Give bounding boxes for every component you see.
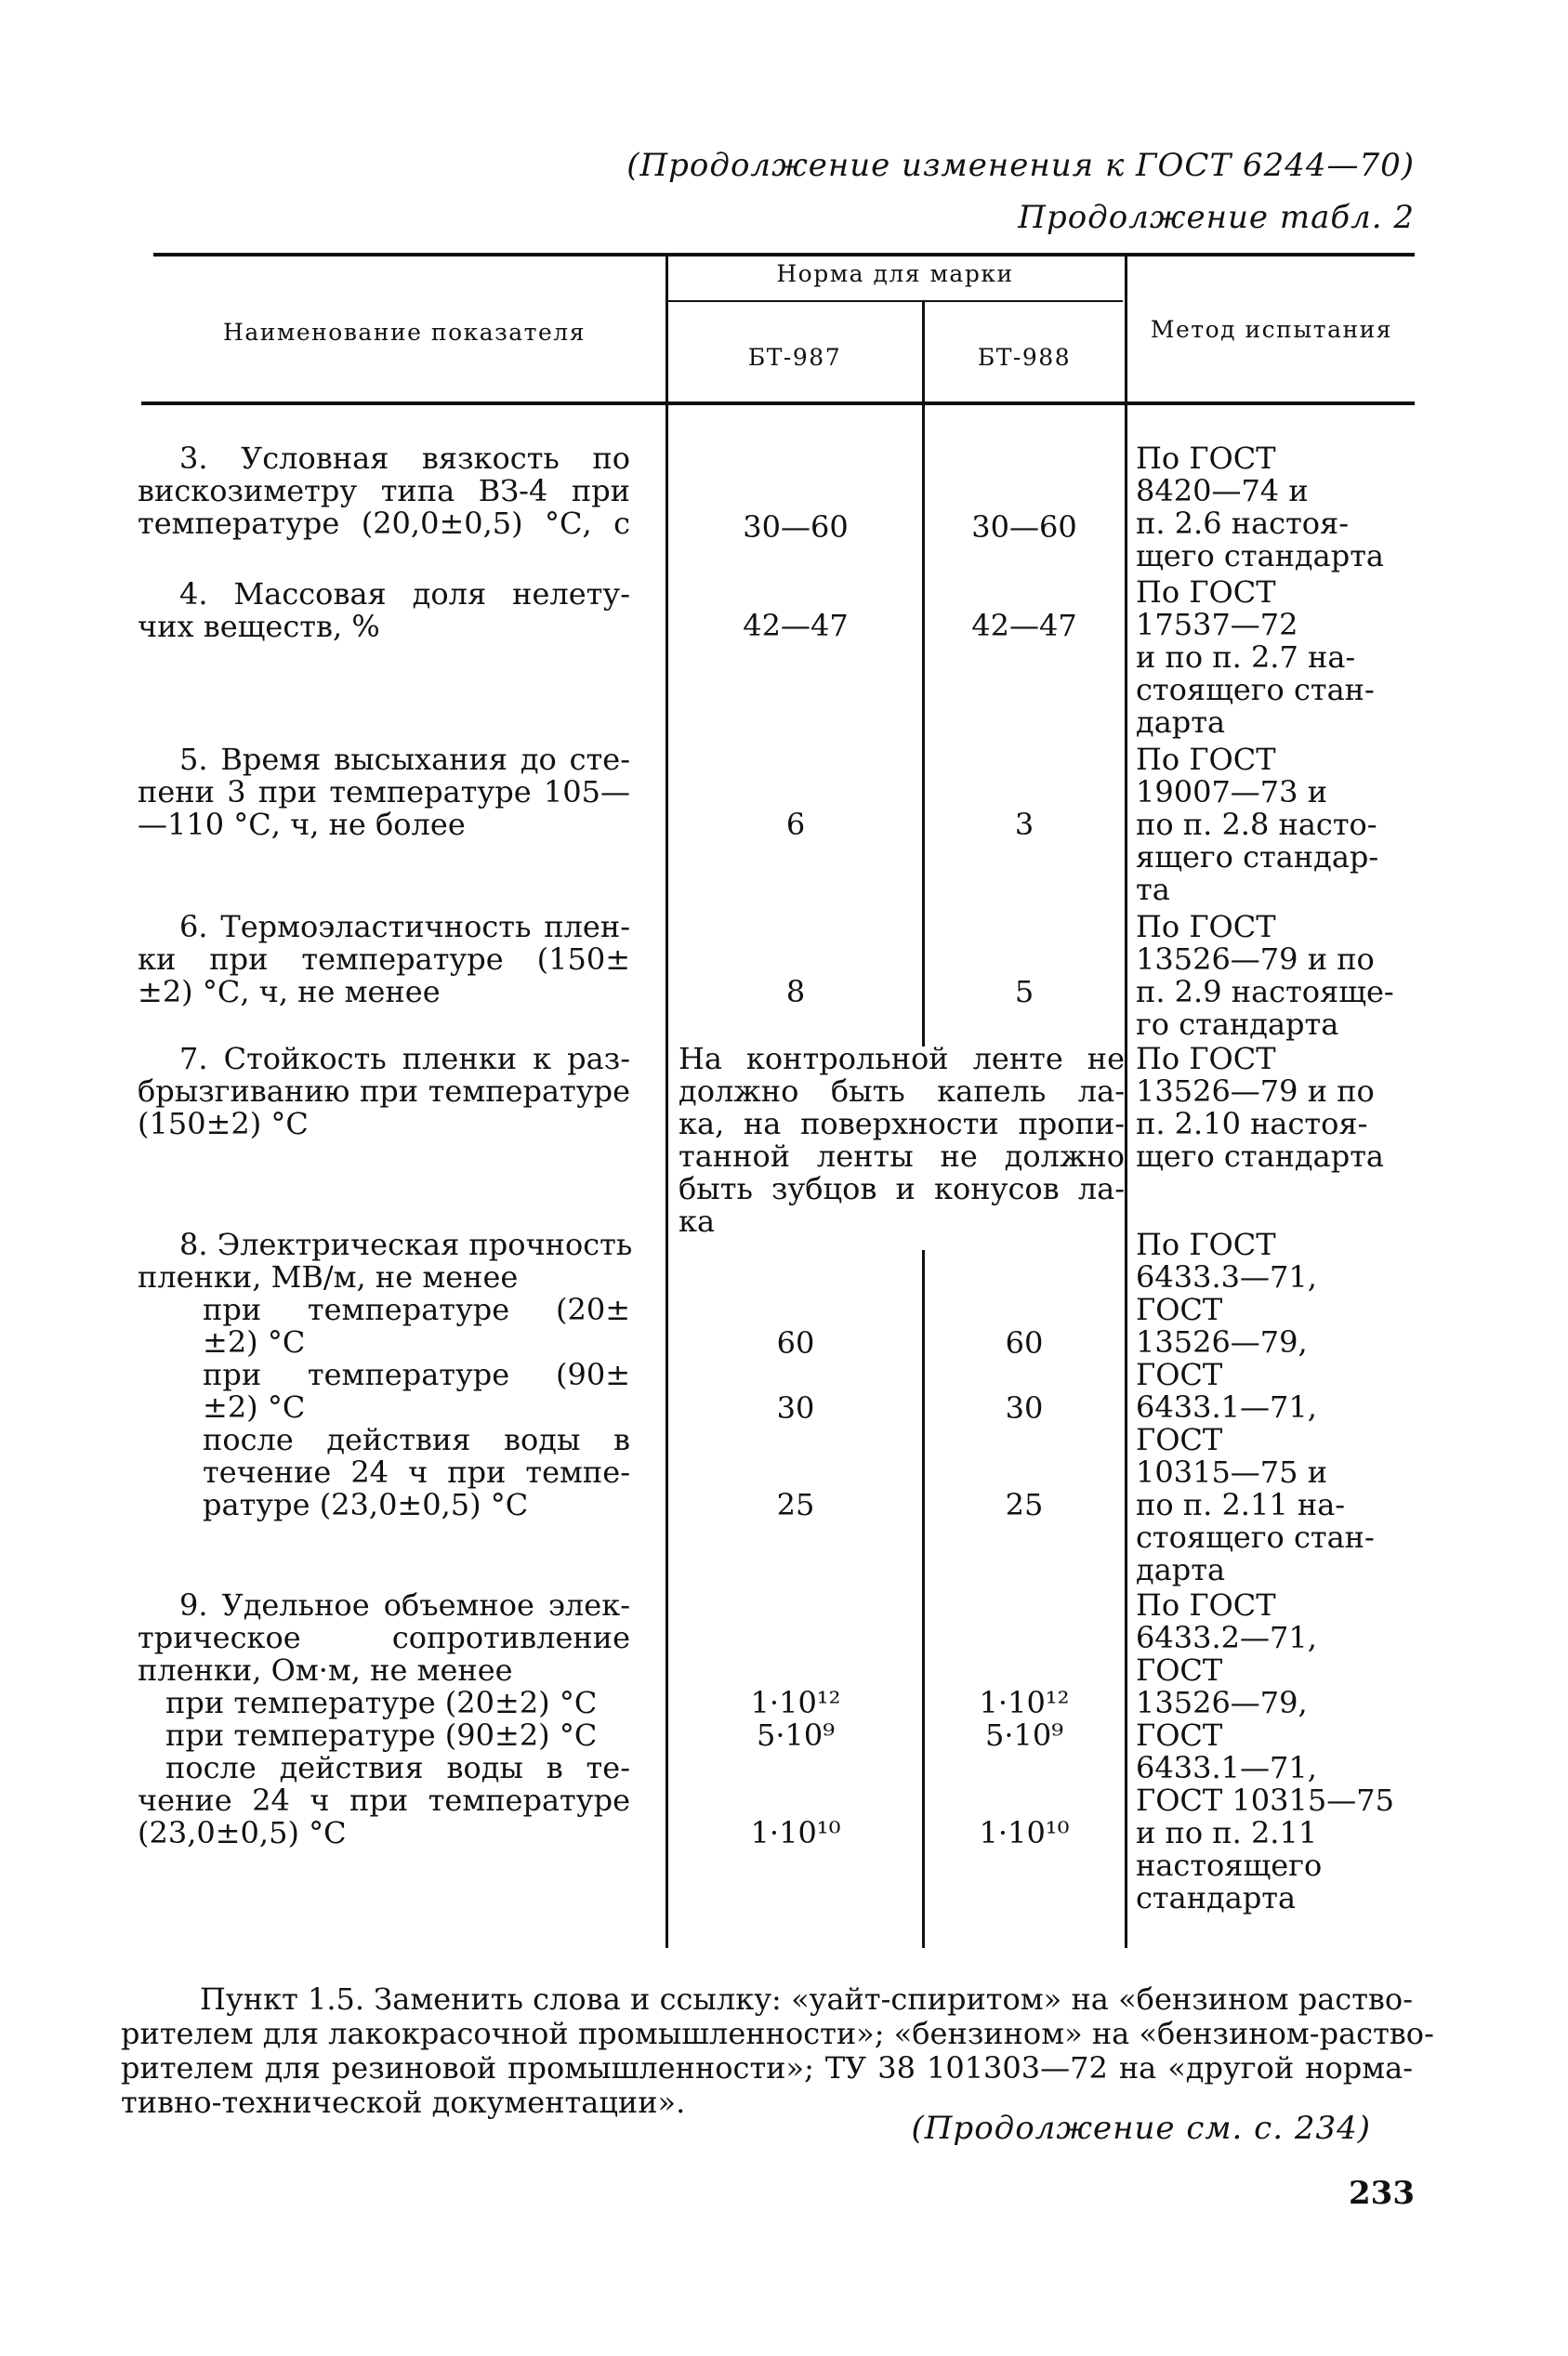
row-7-merged-line: ка xyxy=(679,1204,716,1239)
table-top-rule xyxy=(153,253,1415,257)
paragraph-line: Пункт 1.5. Заменить слова и ссылку: «уайт-спиритом» на «бензином раство- xyxy=(200,1981,1413,2017)
row-8-method-line: по п. 2.11 на- xyxy=(1136,1487,1346,1522)
row-8-method-line: ГОСТ xyxy=(1136,1292,1223,1327)
row-5-name-line: пени 3 при температуре 105— xyxy=(138,774,630,809)
row-5-name-line: —110 °С, ч, не более xyxy=(138,807,466,842)
paragraph-line: тивно-технической документации». xyxy=(121,2085,686,2120)
row-4-method xyxy=(1136,576,1415,739)
norm-group-rule xyxy=(667,300,1123,302)
row-7-name-line: 7. Стойкость пленки к раз- xyxy=(179,1041,630,1076)
row-6-bt987-value: 8 xyxy=(785,974,806,1009)
row-9-bt988-value: 1·10¹⁰ xyxy=(979,1815,1070,1850)
row-5-method-line: 19007—73 и xyxy=(1136,774,1328,809)
row-8-name-line: ±2) °С xyxy=(203,1389,306,1425)
column-header-norm-group: Норма для марки xyxy=(776,260,1014,287)
row-3-method-line: щего стандарта xyxy=(1136,538,1384,573)
row-8-name-line: ±2) °С xyxy=(203,1324,306,1360)
row-9-method xyxy=(1136,1589,1415,1915)
row-9-method-line: ГОСТ 10315—75 xyxy=(1136,1783,1394,1818)
row-4-name-line: чих веществ, % xyxy=(138,609,380,644)
row-8-method-line: дарта xyxy=(1136,1552,1226,1587)
table-continuation-header: Продолжение табл. 2 xyxy=(1018,199,1415,236)
row-9-bt988-value: 1·10¹² xyxy=(979,1685,1070,1720)
row-8-method-line: 6433.3—71, xyxy=(1136,1259,1317,1295)
row-6-method-line: По ГОСТ xyxy=(1136,909,1276,944)
paragraph-line: рителем для лакокрасочной промышленности»; «бензином» на «бензином-раство- xyxy=(121,2016,1434,2051)
row-7-method-line: По ГОСТ xyxy=(1136,1041,1276,1076)
row-3-name xyxy=(138,442,630,540)
row-4-name-line: 4. Массовая доля нелету- xyxy=(179,576,630,612)
row-9-name-line: при температуре (20±2) °С xyxy=(165,1685,598,1720)
row-8-bt987-value: 30 xyxy=(776,1390,815,1426)
row-9-method-line: ГОСТ xyxy=(1136,1652,1223,1688)
row-8-bt988-value: 30 xyxy=(1005,1390,1044,1426)
row-7-merged-norm xyxy=(679,1043,1125,1238)
row-9-name-line: после действия воды в те- xyxy=(165,1750,630,1785)
header-bottom-rule xyxy=(141,401,1415,405)
column-divider-norm-body-2 xyxy=(922,1250,925,1948)
row-3-name-line: вискозиметру типа ВЗ-4 при xyxy=(138,473,630,508)
row-6-method-line: 13526—79 и по xyxy=(1136,941,1375,977)
row-3-name-line: 3. Условная вязкость по xyxy=(179,441,630,476)
row-7-method-line: 13526—79 и по xyxy=(1136,1073,1375,1109)
paragraph-line: рителем для резиновой промышленности»; ТУ 38 101303—72 на «другой норма- xyxy=(121,2050,1413,2086)
row-9-method-line: настоящего xyxy=(1136,1848,1323,1883)
row-7-merged-line: На контрольной ленте не xyxy=(679,1041,1125,1076)
row-9-method-line: 6433.2—71, xyxy=(1136,1620,1317,1655)
row-8-name-line: 8. Электрическая прочность xyxy=(179,1227,633,1262)
column-header-bt987: БТ-987 xyxy=(747,344,842,371)
row-9-bt987-value: 1·10¹⁰ xyxy=(750,1815,841,1850)
row-6-name-line: ки при температуре (150± xyxy=(138,941,630,977)
row-7-merged-line: должно быть капель ла- xyxy=(679,1073,1125,1109)
row-8-bt987-value: 60 xyxy=(776,1325,815,1361)
row-4-method-line: По ГОСТ xyxy=(1136,574,1276,610)
row-5-bt988-value: 3 xyxy=(1014,807,1034,842)
row-6-method xyxy=(1136,911,1415,1041)
row-8-method xyxy=(1136,1229,1415,1586)
row-3-method xyxy=(1136,442,1415,573)
row-5-name-line: 5. Время высыхания до сте- xyxy=(179,742,630,777)
row-4-bt987-value: 42—47 xyxy=(743,608,849,643)
row-3-method-line: 8420—74 и xyxy=(1136,473,1309,508)
row-9-method-line: 6433.1—71, xyxy=(1136,1750,1317,1785)
row-9-name-line: 9. Удельное объемное элек- xyxy=(179,1587,630,1623)
row-9-name-line: трическое сопротивление xyxy=(138,1620,630,1655)
row-5-bt987-value: 6 xyxy=(785,807,806,842)
row-9-name-line: чение 24 ч при температуре xyxy=(138,1783,630,1818)
row-4-method-line: стоящего стан- xyxy=(1136,672,1375,707)
column-header-method: Метод испытания xyxy=(1150,316,1393,343)
row-5-name xyxy=(138,744,630,841)
row-5-method xyxy=(1136,744,1415,906)
row-9-method-line: ГОСТ xyxy=(1136,1718,1223,1753)
row-8-bt988-value: 25 xyxy=(1005,1487,1044,1522)
row-7-name xyxy=(138,1043,630,1140)
row-6-bt988-value: 5 xyxy=(1014,974,1034,1009)
row-8-name-line: пленки, МВ/м, не менее xyxy=(138,1259,519,1295)
row-9-name-line: пленки, Ом·м, не менее xyxy=(138,1652,513,1688)
row-7-merged-line: танной ленты не должно xyxy=(679,1139,1125,1174)
row-3-method-line: п. 2.6 настоя- xyxy=(1136,506,1350,541)
row-8-name-line: после действия воды в xyxy=(203,1422,630,1457)
continuation-note: (Продолжение см. с. 234) xyxy=(911,2110,1371,2147)
row-9-bt987-value: 1·10¹² xyxy=(750,1685,841,1720)
row-7-merged-line: ка, на поверхности пропи- xyxy=(679,1106,1125,1141)
row-8-bt987-value: 25 xyxy=(776,1487,815,1522)
row-8-name-line: при температуре (90± xyxy=(203,1357,630,1392)
row-9-bt987-value: 5·10⁹ xyxy=(756,1718,836,1753)
row-8-method-line: 6433.1—71, xyxy=(1136,1389,1317,1425)
row-3-method-line: По ГОСТ xyxy=(1136,441,1276,476)
row-6-name-line: ±2) °С, ч, не менее xyxy=(138,974,441,1009)
column-divider-method-header xyxy=(1125,257,1127,401)
row-9-method-line: По ГОСТ xyxy=(1136,1587,1276,1623)
row-3-bt987-value: 30—60 xyxy=(743,509,849,545)
row-4-method-line: дарта xyxy=(1136,704,1226,740)
column-header-bt988: БТ-988 xyxy=(977,344,1072,371)
row-5-method-line: ящего стандар- xyxy=(1136,839,1379,875)
row-9-name xyxy=(138,1589,630,1849)
column-divider-method-body xyxy=(1125,405,1127,1948)
row-8-name-line: ратуре (23,0±0,5) °С xyxy=(203,1487,529,1522)
row-4-name xyxy=(138,578,630,643)
row-8-name-line: при температуре (20± xyxy=(203,1292,630,1327)
amendment-paragraph xyxy=(121,1981,1434,2120)
row-5-method-line: По ГОСТ xyxy=(1136,742,1276,777)
row-6-method-line: п. 2.9 настояще- xyxy=(1136,974,1394,1009)
row-3-bt988-value: 30—60 xyxy=(971,509,1077,545)
row-9-method-line: и по п. 2.11 xyxy=(1136,1815,1318,1850)
row-5-method-line: по п. 2.8 насто- xyxy=(1136,807,1377,842)
column-header-name: Наименование показателя xyxy=(223,319,586,346)
row-9-name-line: (23,0±0,5) °С xyxy=(138,1815,347,1850)
page-number: 233 xyxy=(1349,2175,1415,2212)
row-9-method-line: 13526—79, xyxy=(1136,1685,1308,1720)
row-7-method xyxy=(1136,1043,1415,1173)
row-8-name-line: течение 24 ч при темпе- xyxy=(203,1454,630,1490)
row-4-method-line: и по п. 2.7 на- xyxy=(1136,639,1356,675)
change-continuation-header: (Продолжение изменения к ГОСТ 6244—70) xyxy=(626,147,1415,184)
row-8-method-line: ГОСТ xyxy=(1136,1422,1223,1457)
row-4-method-line: 17537—72 xyxy=(1136,607,1298,642)
row-7-merged-line: быть зубцов и конусов ла- xyxy=(679,1171,1125,1206)
row-8-name xyxy=(138,1227,633,1522)
row-8-method-line: ГОСТ xyxy=(1136,1357,1223,1392)
row-7-name-line: (150±2) °С xyxy=(138,1106,309,1141)
row-8-method-line: 13526—79, xyxy=(1136,1324,1308,1360)
row-8-bt988-value: 60 xyxy=(1005,1325,1044,1361)
row-5-method-line: та xyxy=(1136,872,1170,907)
row-8-method-line: По ГОСТ xyxy=(1136,1227,1276,1262)
row-7-method-line: п. 2.10 настоя- xyxy=(1136,1106,1368,1141)
row-6-name-line: 6. Термоэластичность плен- xyxy=(179,909,630,944)
row-3-name-line: температуре (20,0±0,5) °С, с xyxy=(138,506,630,541)
row-9-name-line: при температуре (90±2) °С xyxy=(165,1718,598,1753)
row-9-method-line: стандарта xyxy=(1136,1880,1297,1915)
column-divider-norm-body-1 xyxy=(922,405,925,1046)
row-9-bt988-value: 5·10⁹ xyxy=(984,1718,1064,1753)
column-divider-norm-header xyxy=(922,302,925,401)
row-8-method-line: 10315—75 и xyxy=(1136,1454,1328,1490)
row-4-bt988-value: 42—47 xyxy=(971,608,1077,643)
row-7-name-line: брызгиванию при температуре xyxy=(138,1073,630,1109)
row-7-method-line: щего стандарта xyxy=(1136,1139,1384,1174)
row-8-method-line: стоящего стан- xyxy=(1136,1520,1375,1555)
row-6-name xyxy=(138,911,630,1008)
row-6-method-line: го стандарта xyxy=(1136,1007,1339,1042)
column-divider-name-body xyxy=(665,405,668,1948)
